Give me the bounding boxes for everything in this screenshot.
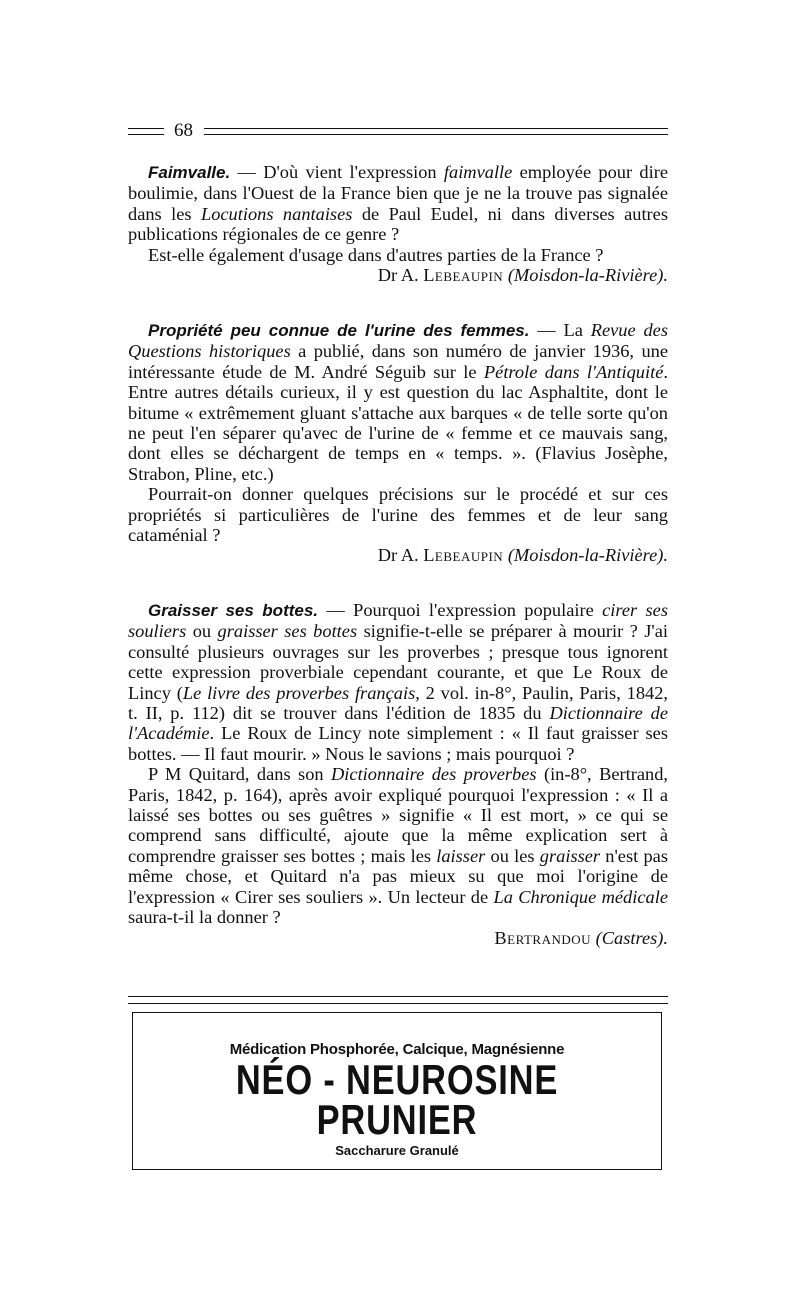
article-text-2 [128, 764, 668, 927]
text-run: employée pour dire boulimie, dans l'Ouest de la France bien que je ne la trouve pas signalée dans les [128, 162, 668, 224]
text-run: — La [529, 320, 591, 340]
italic-run: Locutions nantaises [200, 203, 353, 224]
text-run: saura-t-il la donner ? [128, 907, 281, 928]
article-body-2 [128, 764, 668, 927]
signature-name: Lebeaupin [423, 265, 504, 286]
article-graisser [128, 600, 668, 948]
text-run: ou les [485, 845, 540, 866]
article-signature [128, 545, 668, 565]
header-rule-left [128, 128, 164, 135]
italic-run: Dictionnaire des proverbes [331, 764, 537, 785]
page-header [128, 120, 668, 142]
article-signature [128, 265, 668, 285]
italic-run: La Chronique médicale [493, 886, 668, 907]
article-body [128, 162, 668, 245]
italic-run: Le livre des proverbes français [182, 682, 416, 703]
italic-run: Revue des Questions historiques [128, 320, 668, 362]
text-run: a publié, dans son numéro de janvier 1936, une intéressante étude de M. André Séguib sur le [128, 341, 668, 382]
ad-tagline: Médication Phosphorée, Calcique, Magnésienne [229, 1041, 565, 1058]
article-heading: Faimvalle. [148, 163, 231, 182]
text-run: — D'où vient l'expression [230, 162, 444, 182]
article-signature [128, 928, 668, 948]
article-faimvalle [128, 162, 668, 285]
advertisement-box [132, 1012, 662, 1170]
text-run: . Entre autres détails curieux, il y est question du lac Asphaltite, dont le bitume « extrêmement gluant s'attache aux barques « de telle sorte qu'on ne peut l'en séparer qu'avec de l'urine de « femme et ce mauvais sang, dont elles se déchargent de temps en « temps. ». (Flavius Josèphe, Strabon, Pline, etc.) [128, 361, 668, 484]
ad-subtitle: Saccharure Granulé [335, 1143, 459, 1158]
signature-place: (Moisdon-la-Rivière). [507, 265, 668, 286]
text-run: ou [186, 621, 218, 642]
text-run: (in-8°, Bertrand, Paris, 1842, p. 164), après avoir expliqué pourquoi l'expression : « Il a laissé ses bottes ou ses guêtres » signifie « Il est mort, » ce qui se comprend sans difficulté, ajoute que la même explication sert à comprendre graisser ses bottes ; mais les [128, 764, 669, 866]
text-run: signifie-t-elle se préparer à mourir ? J'ai consulté plusieurs ouvrages sur les proverbes ; presque tous ignorent cette expression proverbiale cependant courante, et que Le Roux de Lincy ( [128, 621, 668, 703]
text-run: P M Quitard, dans son [148, 764, 332, 785]
text-run: . Le Roux de Lincy note simplement : « Il faut graisser ses bottes. — Il faut mourir. » Nous le savions ; mais pourquoi ? [128, 723, 668, 764]
signature-name: Bertrandou [494, 927, 592, 948]
article-body-2: Pourrait-on donner quelques précisions sur le procédé et sur ces propriétés si particulières de l'urine des femmes et de leur sang cataménial ? [128, 484, 668, 546]
text-run: n'est pas même chose, et Quitard n'a pas mieux su que moi l'origine de l'expression « Cirer ses souliers ». Un lecteur de [128, 845, 668, 907]
ad-maker-name: PRUNIER [316, 1096, 478, 1143]
page-number: 68 [174, 120, 193, 141]
text-run: — Pourquoi l'expression populaire [318, 600, 603, 620]
italic-run: graisser ses bottes [217, 621, 358, 642]
article-body-2: Est-elle également d'usage dans d'autres parties de la France ? [148, 244, 604, 265]
header-rule-right [204, 128, 668, 135]
text-run: , 2 vol. in-8°, Paulin, Paris, 1842, t. II, p. 112) dit se trouver dans l'édition de 1835 du [128, 682, 668, 724]
italic-run: laisser [436, 845, 486, 866]
article-body [128, 320, 668, 484]
article-body [128, 600, 668, 764]
italic-run: Pétrole dans l'Antiquité [483, 361, 664, 382]
article-heading: Propriété peu connue de l'urine des femmes. [148, 321, 530, 340]
signature-title: Dr A. [377, 265, 419, 286]
signature-place: (Moisdon-la-Rivière). [507, 545, 668, 566]
article-text [128, 320, 668, 484]
italic-run: graisser [539, 845, 601, 866]
section-divider [128, 996, 668, 1004]
signature-name: Lebeaupin [423, 545, 504, 566]
italic-run: Dictionnaire de l'Académie [128, 703, 668, 744]
article-text [128, 600, 668, 764]
text-run: de Paul Eudel, ni dans diverses autres publications régionales de ce genre ? [128, 203, 669, 245]
italic-run: cirer ses souliers [128, 600, 668, 642]
article-heading: Graisser ses bottes. [148, 601, 319, 620]
signature-title: Dr A. [377, 545, 419, 566]
italic-run: faimvalle [443, 162, 513, 182]
article-urine [128, 320, 668, 566]
signature-place: (Castres). [595, 927, 668, 948]
ad-brand-name: NÉO - NEUROSINE [235, 1056, 559, 1103]
